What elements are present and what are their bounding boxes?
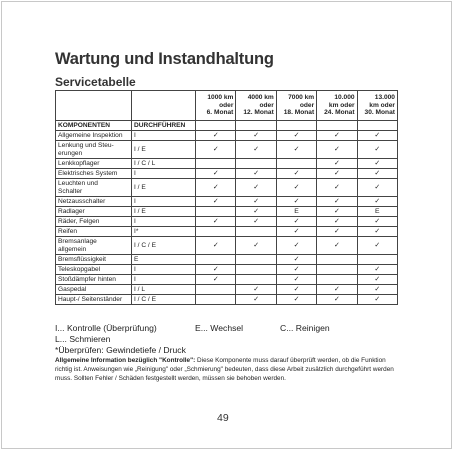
action-cell: I / C / E <box>132 237 196 255</box>
mark-cell <box>196 255 236 265</box>
mark-cell <box>317 275 357 285</box>
component-cell: Räder, Felgen <box>56 217 132 227</box>
check-mark-icon: ✓ <box>276 295 316 305</box>
check-mark-icon: ✓ <box>317 295 357 305</box>
check-mark-icon: ✓ <box>276 217 316 227</box>
check-mark-icon: ✓ <box>317 285 357 295</box>
check-mark-icon: ✓ <box>317 131 357 141</box>
action-cell: I <box>132 217 196 227</box>
action-cell: I / E <box>132 141 196 159</box>
check-mark-icon: ✓ <box>236 217 276 227</box>
component-cell: Radlager <box>56 207 132 217</box>
legend-schmieren: L... Schmieren <box>55 334 111 344</box>
check-mark-icon: ✓ <box>276 179 316 197</box>
action-cell: I / L <box>132 285 196 295</box>
component-cell: Leuchten und Schalter <box>56 179 132 197</box>
info-note-heading: Allgemeine Information bezüglich "Kontrolle": <box>55 357 196 364</box>
component-cell: Reifen <box>56 227 132 237</box>
check-mark-icon: ✓ <box>276 265 316 275</box>
table-row <box>56 265 398 275</box>
check-mark-icon: ✓ <box>357 265 397 275</box>
check-mark-icon: ✓ <box>196 275 236 285</box>
table-row <box>56 169 398 179</box>
check-mark-icon: ✓ <box>276 255 316 265</box>
check-mark-icon: ✓ <box>357 197 397 207</box>
actions-header: DURCHFÜHREN <box>132 121 196 131</box>
check-mark-icon: ✓ <box>317 217 357 227</box>
legend-reinigen: C... Reinigen <box>280 323 330 333</box>
component-cell: Netzausschalter <box>56 197 132 207</box>
interval-header: 4000 km oder 12. Monat <box>236 91 276 121</box>
action-cell: I <box>132 197 196 207</box>
check-mark-icon: ✓ <box>196 141 236 159</box>
table-row <box>56 295 398 305</box>
action-cell: I / C / E <box>132 295 196 305</box>
check-mark-icon: ✓ <box>196 169 236 179</box>
table-row <box>56 237 398 255</box>
interval-header: 1000 km oder 6. Monat <box>196 91 236 121</box>
check-mark-icon: ✓ <box>357 237 397 255</box>
check-mark-icon: ✓ <box>317 179 357 197</box>
check-mark-icon: ✓ <box>317 141 357 159</box>
table-row <box>56 255 398 265</box>
mark-cell <box>236 265 276 275</box>
action-cell: I <box>132 265 196 275</box>
check-mark-icon: ✓ <box>196 217 236 227</box>
mark-cell <box>236 255 276 265</box>
check-mark-icon: ✓ <box>317 159 357 169</box>
check-mark-icon: ✓ <box>196 265 236 275</box>
mark-cell <box>196 159 236 169</box>
info-note-text: Diese Komponente muss darauf überprüft werden, ob die Funktion richtig ist. Anweisungen wie „Reinigung" oder „Schmierung" bedeuten, dass diese Arbeit zusätzlich durchgeführt werden muss. Sollten Fehler / Schäden festgestellt werden, müssen sie behoben werden. <box>55 357 394 382</box>
check-mark-icon: ✓ <box>317 197 357 207</box>
interval-header: 10.000 km oder 24. Monat <box>317 91 357 121</box>
check-mark-icon: ✓ <box>236 179 276 197</box>
mark-cell <box>196 227 236 237</box>
check-mark-icon: ✓ <box>357 285 397 295</box>
check-mark-icon: ✓ <box>276 169 316 179</box>
action-cell: I <box>132 131 196 141</box>
check-mark-icon: ✓ <box>357 179 397 197</box>
page-title: Wartung und Instandhaltung <box>55 50 274 68</box>
check-mark-icon: ✓ <box>236 207 276 217</box>
check-mark-icon: ✓ <box>357 169 397 179</box>
check-mark-icon: ✓ <box>236 237 276 255</box>
check-mark-icon: ✓ <box>357 227 397 237</box>
component-cell: Teleskopgabel <box>56 265 132 275</box>
check-mark-icon: ✓ <box>317 207 357 217</box>
check-mark-icon: ✓ <box>317 227 357 237</box>
legend-kontrolle: I... Kontrolle (Überprüfung) <box>55 323 157 333</box>
action-cell: I* <box>132 227 196 237</box>
check-mark-icon: ✓ <box>236 295 276 305</box>
mark-cell <box>317 255 357 265</box>
check-mark-icon: ✓ <box>276 227 316 237</box>
info-note <box>55 356 397 383</box>
interval-header: 13.000 km oder 30. Monat <box>357 91 397 121</box>
action-cell: E <box>132 255 196 265</box>
check-mark-icon: ✓ <box>357 295 397 305</box>
check-mark-icon: ✓ <box>357 131 397 141</box>
mark-cell <box>317 265 357 275</box>
table-row <box>56 275 398 285</box>
mark-cell <box>196 295 236 305</box>
table-row <box>56 217 398 227</box>
legend-wechsel: E... Wechsel <box>195 323 244 333</box>
check-mark-icon: ✓ <box>276 285 316 295</box>
check-mark-icon: ✓ <box>236 141 276 159</box>
check-mark-icon: ✓ <box>276 237 316 255</box>
component-cell: Allgemeine Inspektion <box>56 131 132 141</box>
component-cell: Lenkkopflager <box>56 159 132 169</box>
table-row <box>56 207 398 217</box>
check-mark-icon: ✓ <box>276 197 316 207</box>
component-cell: Bremsanlage allgemein <box>56 237 132 255</box>
check-mark-icon: ✓ <box>317 237 357 255</box>
mark-cell <box>196 285 236 295</box>
table-row <box>56 141 398 159</box>
page-number: 49 <box>217 412 229 424</box>
check-mark-icon: ✓ <box>196 197 236 207</box>
action-cell: I <box>132 169 196 179</box>
check-mark-icon: ✓ <box>276 141 316 159</box>
table-row <box>56 179 398 197</box>
check-mark-icon: ✓ <box>276 275 316 285</box>
check-mark-icon: ✓ <box>196 131 236 141</box>
legend-line-1 <box>55 323 330 333</box>
check-mark-icon: ✓ <box>357 141 397 159</box>
header-blank-cell <box>56 91 132 121</box>
component-cell: Gaspedal <box>56 285 132 295</box>
header-blank-cell <box>132 91 196 121</box>
action-cell: I / C / L <box>132 159 196 169</box>
check-mark-icon: ✓ <box>236 285 276 295</box>
table-row <box>56 197 398 207</box>
action-cell: I / E <box>132 179 196 197</box>
mark-cell <box>357 255 397 265</box>
mark-cell: E <box>357 207 397 217</box>
component-cell: Lenkung und Steu- erungen <box>56 141 132 159</box>
action-cell: I <box>132 275 196 285</box>
check-mark-icon: ✓ <box>357 275 397 285</box>
check-mark-icon: ✓ <box>236 169 276 179</box>
component-cell: Stoßdämpfer hinten <box>56 275 132 285</box>
component-cell: Bremsflüssigkeit <box>56 255 132 265</box>
interval-header-row <box>56 91 398 121</box>
check-mark-icon: ✓ <box>196 237 236 255</box>
mark-cell <box>236 159 276 169</box>
check-mark-icon: ✓ <box>236 197 276 207</box>
component-cell: Haupt-/ Seitenständer <box>56 295 132 305</box>
column-header-row <box>56 121 398 131</box>
service-table <box>55 90 398 305</box>
table-row <box>56 131 398 141</box>
mark-cell <box>196 207 236 217</box>
interval-header: 7000 km oder 18. Monat <box>276 91 316 121</box>
legend-footnote: *Überprüfen: Gewindetiefe / Druck <box>55 345 186 355</box>
check-mark-icon: ✓ <box>196 179 236 197</box>
check-mark-icon: ✓ <box>357 159 397 169</box>
components-header: KOMPONENTEN <box>56 121 132 131</box>
check-mark-icon: ✓ <box>236 131 276 141</box>
mark-cell <box>276 159 316 169</box>
table-row <box>56 227 398 237</box>
section-subtitle: Servicetabelle <box>55 75 136 89</box>
table-row <box>56 285 398 295</box>
check-mark-icon: ✓ <box>357 217 397 227</box>
check-mark-icon: ✓ <box>276 131 316 141</box>
component-cell: Elektrisches System <box>56 169 132 179</box>
mark-cell <box>236 227 276 237</box>
mark-cell: E <box>276 207 316 217</box>
check-mark-icon: ✓ <box>317 169 357 179</box>
action-cell: I / E <box>132 207 196 217</box>
table-row <box>56 159 398 169</box>
mark-cell <box>236 275 276 285</box>
